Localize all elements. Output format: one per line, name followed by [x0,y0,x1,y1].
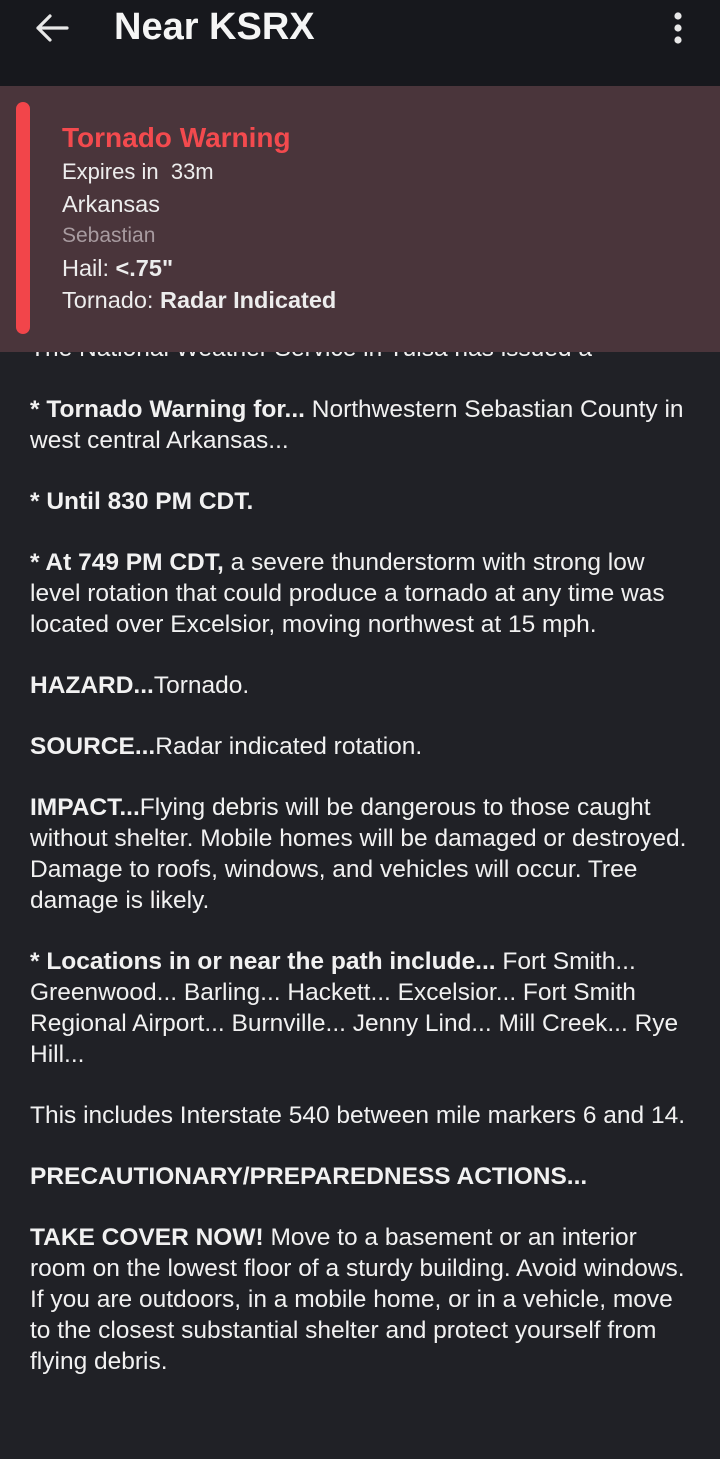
warning-for-label: * Tornado Warning for... [30,396,305,423]
hazard-label: HAZARD... [30,672,154,699]
until-paragraph [30,486,698,517]
app-bar [0,0,720,86]
warning-title: Tornado Warning [62,122,291,153]
warning-for-paragraph [30,394,698,456]
expires-label: Expires in [62,159,159,184]
source-paragraph [30,731,698,762]
at-time-text: a severe thunderstorm with strong low level rotation that could produce a tornado at any time was located over Excelsior, moving northwest at 15 mph. [30,549,665,638]
until-text: * Until 830 PM CDT. [30,488,254,515]
hazard-paragraph [30,670,698,701]
at-time-paragraph [30,547,698,640]
take-cover-text: Move to a basement or an interior room on the lowest floor of a sturdy building. Avoid windows. If you are outdoors, in a mobile home, or in a vehicle, move to the closest substantial shelter and protect yourself from flying debris. [30,1224,685,1375]
locations-label: * Locations in or near the path include... [30,948,496,975]
expires-value: 33m [170,159,214,184]
warning-for-text: Northwestern Sebastian County in west central Arkansas... [30,396,684,454]
impact-text: Flying debris will be dangerous to those caught without shelter. Mobile homes will be damaged or destroyed. Damage to roofs, windows, and vehicles will occur. Tree damage is likely. [30,794,687,914]
precaution-heading-text: PRECAUTIONARY/PREPAREDNESS ACTIONS... [30,1163,588,1190]
warning-summary-card[interactable] [0,86,720,352]
interstate-paragraph [30,1100,698,1131]
source-label: SOURCE... [30,733,156,760]
take-cover-label: TAKE COVER NOW! [30,1224,264,1251]
impact-label: IMPACT... [30,794,140,821]
source-text: Radar indicated rotation. [155,733,423,760]
precaution-heading [30,1161,698,1192]
page-title: Near KSRX [114,6,315,48]
hail-label: Hail: [62,255,110,281]
tornado-label: Tornado: [62,287,154,313]
back-button[interactable] [30,8,74,48]
hail-value: <.75" [115,255,174,281]
expires-line [62,156,682,188]
at-time-label: * At 749 PM CDT, [30,549,224,576]
warning-summary-text [62,120,682,316]
alert-description [30,333,698,1407]
locations-text: Fort Smith... Greenwood... Barling... Hackett... Excelsior... Fort Smith Regional Airport... Burnville... Jenny Lind... Mill Creek... Rye Hill... [30,948,679,1068]
state-name: Arkansas [62,191,160,217]
locations-paragraph [30,946,698,1070]
arrow-left-icon [35,13,69,43]
tornado-line [62,284,682,316]
severity-accent-bar [16,102,30,334]
hazard-text: Tornado. [153,672,250,699]
overflow-menu-button[interactable] [658,8,698,48]
impact-paragraph [30,792,698,916]
more-vertical-icon [672,11,684,45]
tornado-value: Radar Indicated [159,287,337,313]
interstate-text: This includes Interstate 540 between mile markers 6 and 14. [30,1102,686,1129]
hail-line [62,252,682,284]
take-cover-paragraph [30,1222,698,1377]
county-name: Sebastian [62,224,156,247]
